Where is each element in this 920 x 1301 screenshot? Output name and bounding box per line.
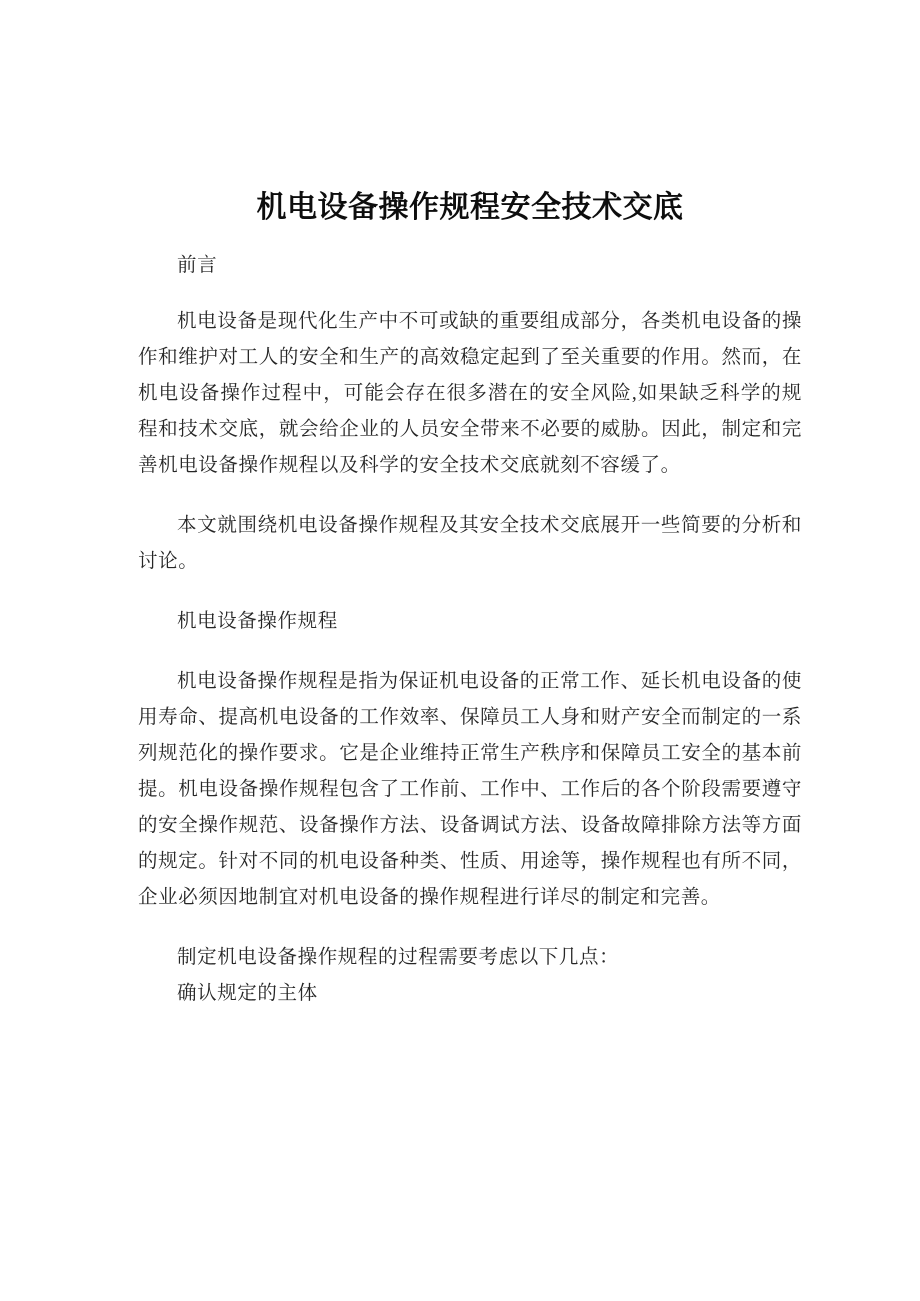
spacer xyxy=(138,498,802,508)
paragraph-intro: 机电设备是现代化生产中不可或缺的重要组成部分，各类机电设备的操作和维护对工人的安全和生产的高效稳定起到了至关重要的作用。然而，在机电设备操作过程中，可能会存在很多潜在的安全风险,如果缺乏科学的规程和技术交底，就会给企业的人员安全带来不必要的威胁。因此，制定和完善机电设备操作规程以及科学的安全技术交底就刻不容缓了。 xyxy=(138,311,802,476)
spacer xyxy=(138,284,802,304)
list-item-subject: 确认规定的主体 xyxy=(177,983,318,1004)
section-heading-operating-procedures: 机电设备操作规程 xyxy=(177,611,338,632)
spacer xyxy=(138,654,802,664)
paragraph-scope: 本文就围绕机电设备操作规程及其安全技术交底展开一些简要的分析和讨论。 xyxy=(138,515,802,572)
spacer xyxy=(138,594,802,604)
paragraph-definition: 机电设备操作规程是指为保证机电设备的正常工作、延长机电设备的使用寿命、提高机电设备的工作效率、保障员工人身和财产安全而制定的一系列规范化的操作要求。它是企业维持正常生产秩序和保障员工安全的基本前提。机电设备操作规程包含了工作前、工作中、工作后的各个阶段需要遵守的安全操作规范、设备操作方法、设备调试方法、设备故障排除方法等方面的规定。针对不同的机电设备种类、性质、用途等，操作规程也有所不同，企业必须因地制宜对机电设备的操作规程进行详尽的制定和完善。 xyxy=(138,671,802,908)
spacer xyxy=(138,930,802,940)
paragraph-considerations-lead: 制定机电设备操作规程的过程需要考虑以下几点： xyxy=(177,947,620,968)
document-content xyxy=(138,186,802,1012)
page-title: 机电设备操作规程安全技术交底 xyxy=(256,191,684,224)
preface-heading: 前言 xyxy=(177,255,218,276)
